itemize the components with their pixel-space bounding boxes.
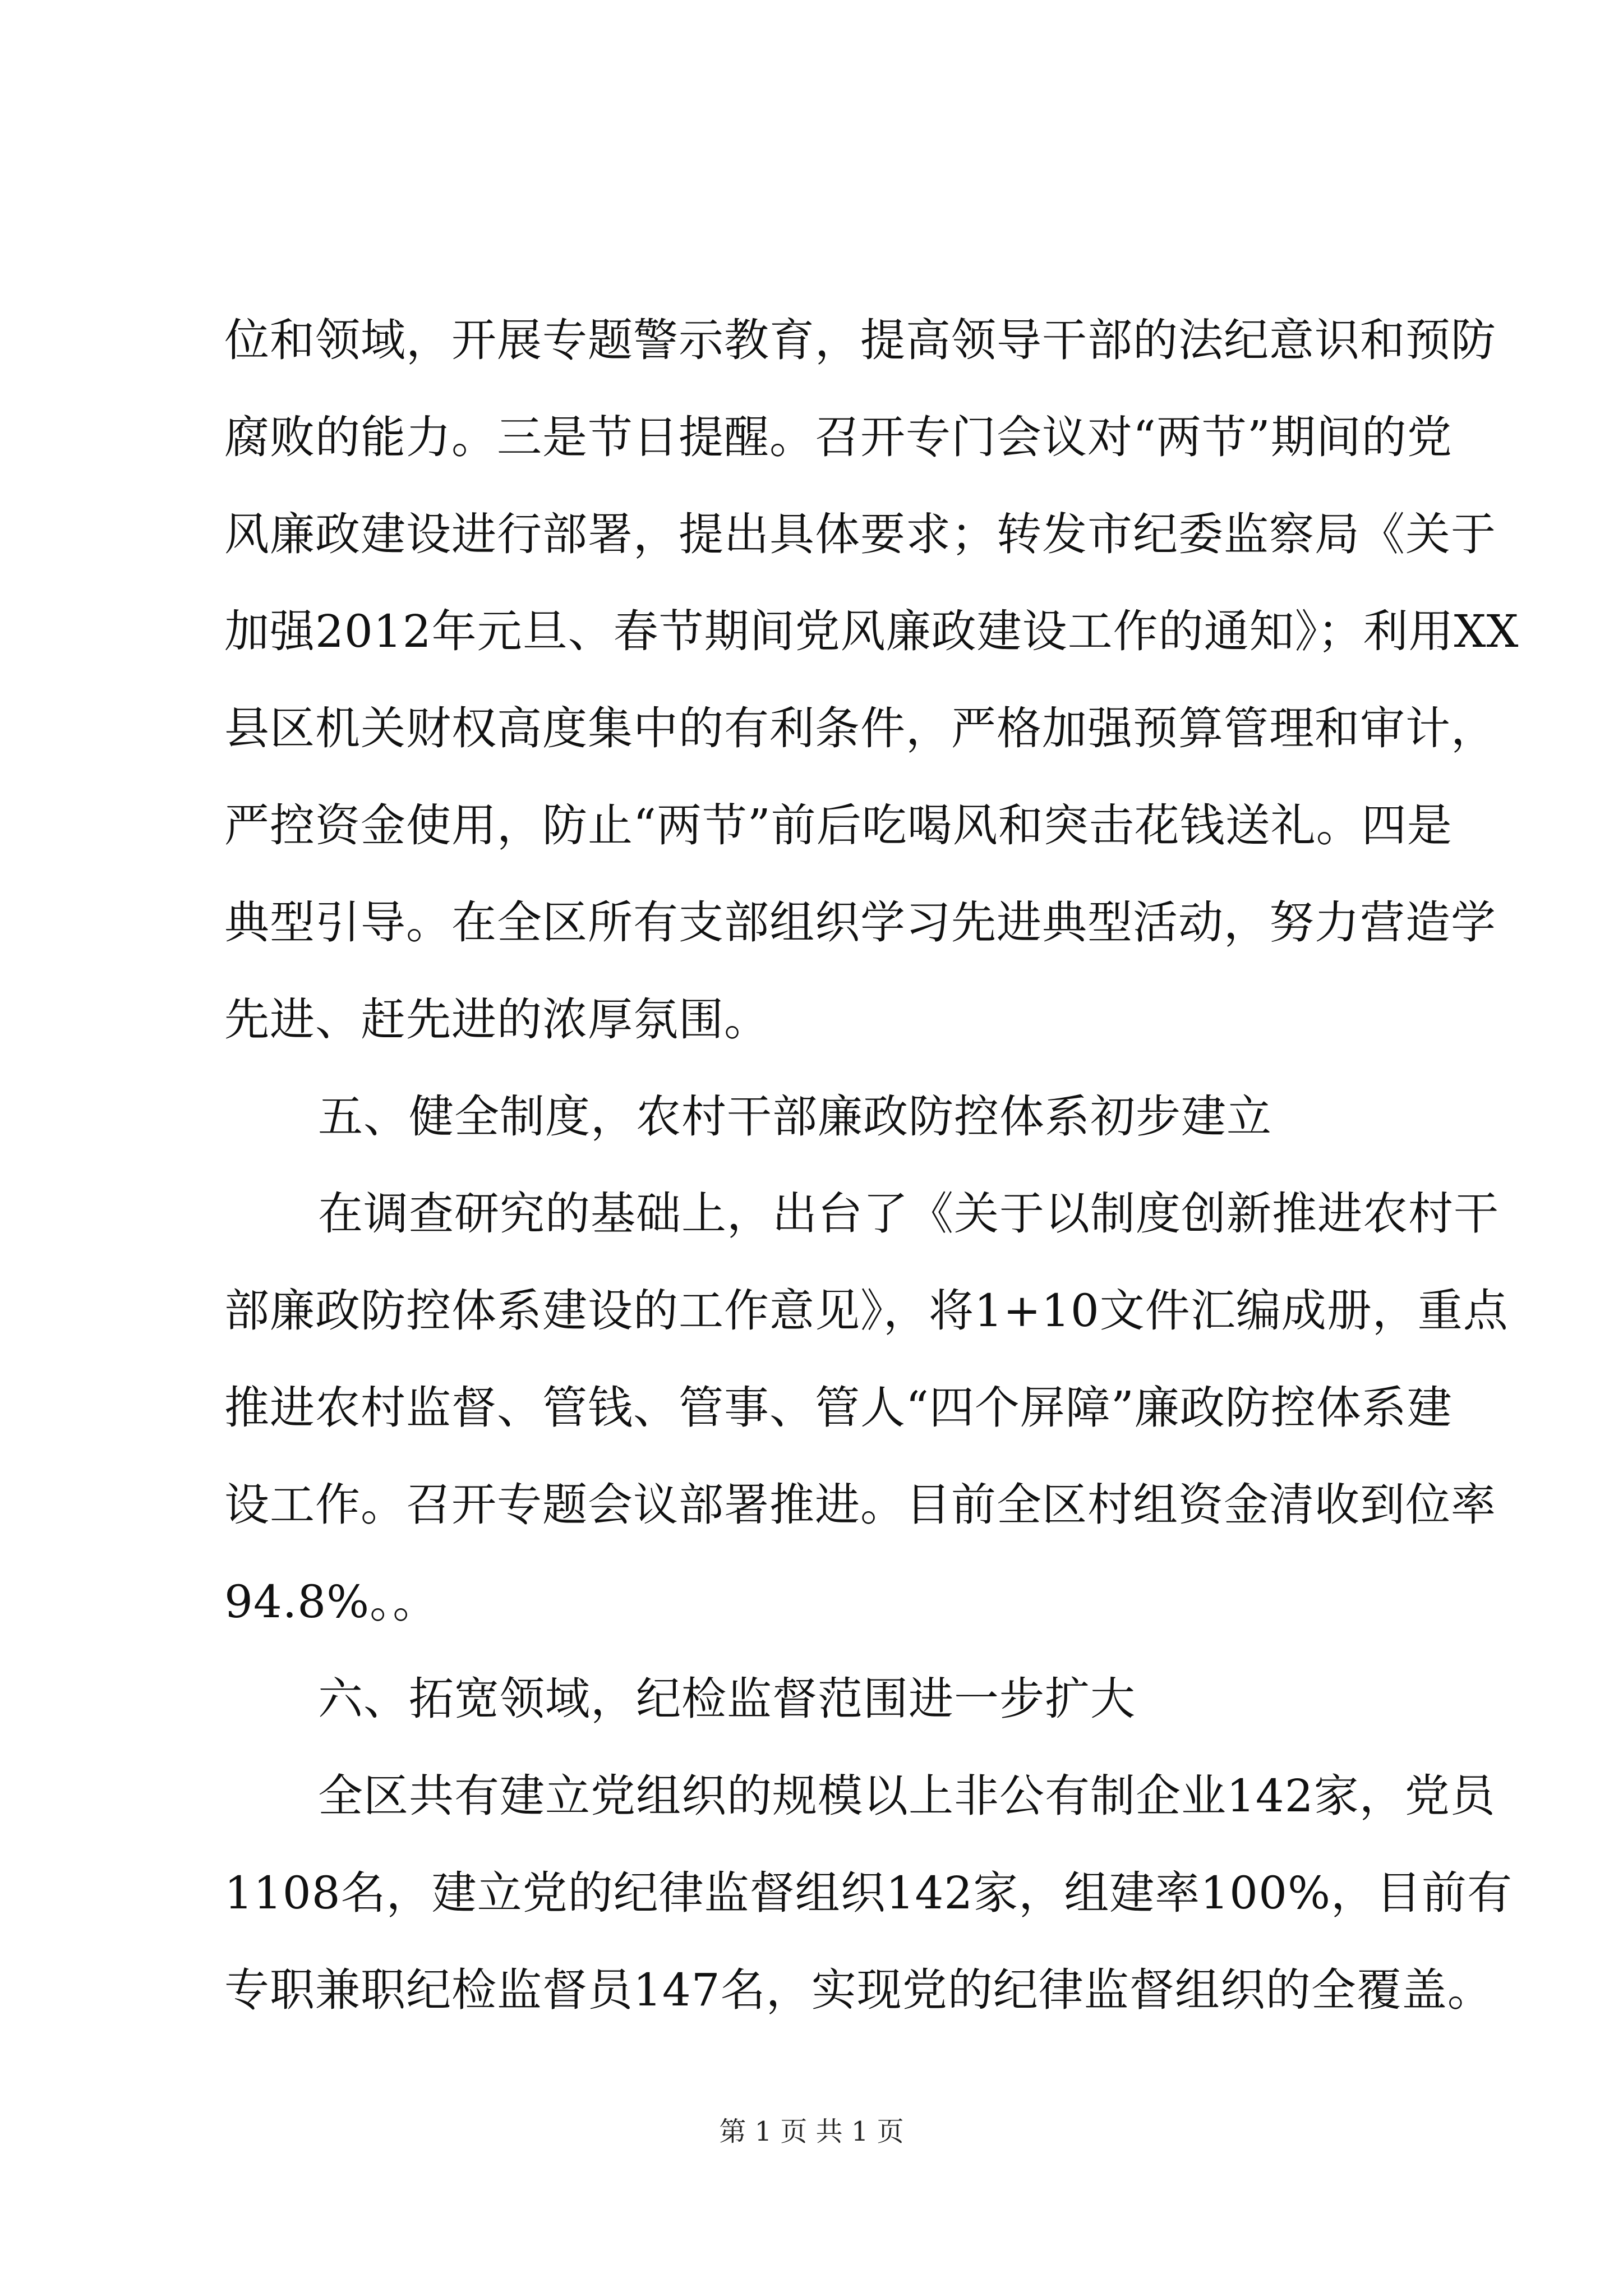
text-line: 加强2012年元旦、春节期间党风廉政建设工作的通知》；利用XX [224,605,1519,657]
paragraph [224,1165,1509,1650]
section-heading [224,1068,1408,1165]
document-body [224,292,1519,2039]
text-line: 专职兼职纪检监督员147名，实现党的纪律监督组织的全覆盖。 [224,1964,1493,2016]
text-line: 94.8%。。 [224,1576,439,1628]
paragraph [224,1747,1513,2039]
page-number-footer: 第 1 页 共 1 页 [719,2116,904,2147]
paragraph [224,292,1519,1068]
text-line: 全区共有建立党组织的规模以上非公有制企业142家，党员 [318,1770,1496,1822]
text-line: 先进、赶先进的浓厚氛围。 [224,993,769,1046]
text-line: 部廉政防控体系建设的工作意见》，将1+10文件汇编成册，重点 [224,1285,1509,1337]
text-line: 风廉政建设进行部署，提出具体要求；转发市纪委监察局《关于 [224,508,1496,560]
text-line: 1108名，建立党的纪律监督组织142家，组建率100%，目前有 [224,1867,1513,1919]
heading-line: 五、健全制度，农村干部廉政防控体系初步建立 [318,1091,1272,1143]
text-line: 县区机关财权高度集中的有利条件，严格加强预算管理和审计， [224,702,1496,754]
section-heading [224,1650,1408,1747]
text-line: 位和领域，开展专题警示教育，提高领导干部的法纪意识和预防 [224,314,1496,366]
text-line: 推进农村监督、管钱、管事、管人“四个屏障”廉政防控体系建 [224,1382,1453,1434]
text-line: 设工作。召开专题会议部署推进。目前全区村组资金清收到位率 [224,1479,1496,1531]
text-line: 腐败的能力。三是节日提醒。召开专门会议对“两节”期间的党 [224,411,1453,463]
heading-line: 六、拓宽领域，纪检监督范围进一步扩大 [318,1673,1136,1725]
text-line: 典型引导。在全区所有支部组织学习先进典型活动，努力营造学 [224,896,1496,949]
text-line: 在调查研究的基础上，出台了《关于以制度创新推进农村干 [318,1188,1499,1240]
text-line: 严控资金使用，防止“两节”前后吃喝风和突击花钱送礼。四是 [224,799,1453,852]
